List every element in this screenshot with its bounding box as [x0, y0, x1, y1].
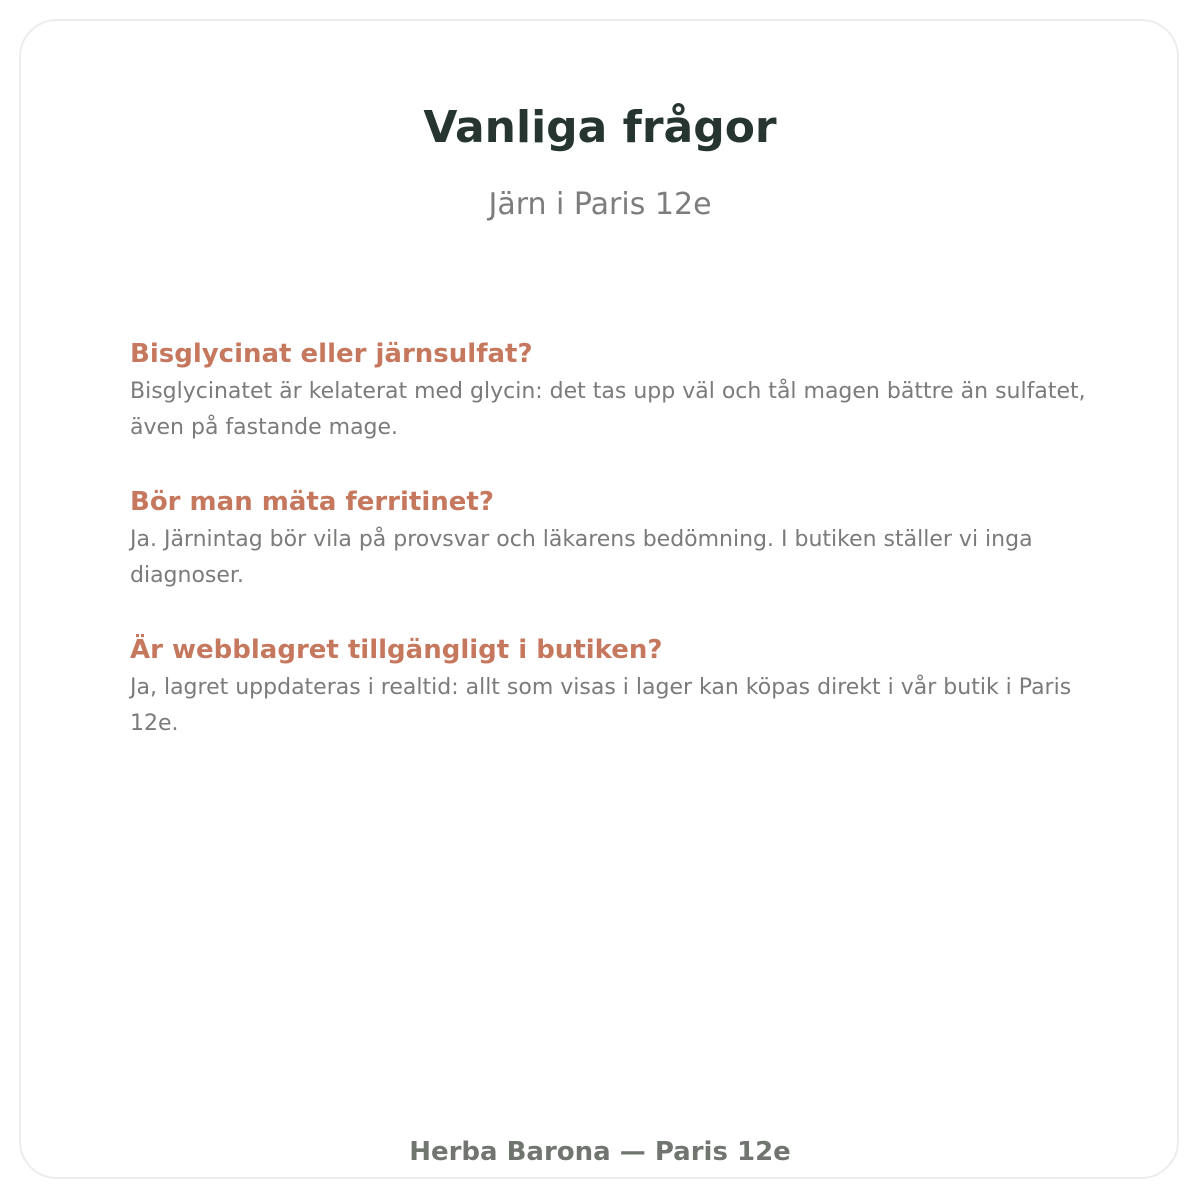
- faq-answer: Ja. Järnintag bör vila på provsvar och läkarens bedömning. I butiken ställer vi inga diagnoser.: [130, 527, 1033, 588]
- faq-question: Bör man mäta ferritinet?: [130, 487, 494, 517]
- faq-item-bisglycinat: [130, 334, 1120, 446]
- faq-item-webstock: [130, 630, 1120, 742]
- faq-question: Är webblagret tillgängligt i butiken?: [130, 635, 663, 665]
- faq-item-ferritin: [130, 482, 1120, 594]
- faq-answer: Ja, lagret uppdateras i realtid: allt som visas i lager kan köpas direkt i vår butik i Paris 12e.: [130, 675, 1072, 736]
- faq-question: Bisglycinat eller järnsulfat?: [130, 339, 533, 369]
- faq-list: [130, 334, 1120, 778]
- page-title: Vanliga frågor: [423, 102, 777, 153]
- page-subtitle: Järn i Paris 12e: [488, 187, 712, 222]
- faq-answer: Bisglycinatet är kelaterat med glycin: det tas upp väl och tål magen bättre än sulfatet, även på fastande mage.: [130, 379, 1086, 440]
- footer-store-name: Herba Barona — Paris 12e: [409, 1137, 791, 1167]
